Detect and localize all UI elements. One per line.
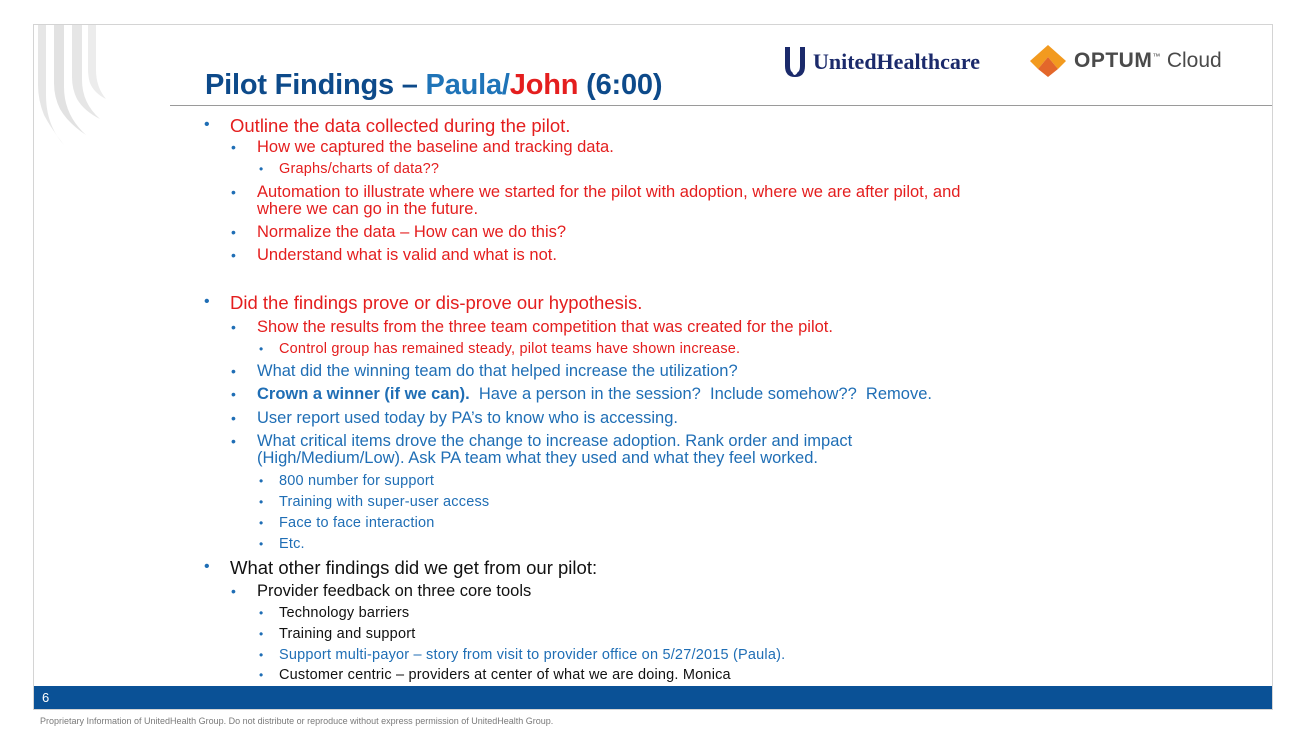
bullet-technology-barriers: • Technology barriers	[259, 605, 410, 621]
bullet-dot: •	[231, 433, 236, 449]
bullet-dot: •	[231, 247, 236, 263]
bullet-dot: •	[259, 342, 264, 356]
bullet-dot: •	[204, 116, 210, 133]
optum-mark-icon	[1028, 43, 1068, 79]
uhc-u-icon	[784, 46, 806, 78]
bullet-dot: •	[204, 558, 210, 575]
bullet-dot: •	[259, 495, 264, 509]
page-number: 6	[42, 690, 50, 705]
optum-cloud-text: Cloud	[1166, 49, 1222, 72]
bullet-other-findings: • What other findings did we get from our pilot:	[204, 557, 598, 578]
uhg-swoosh-graphic	[34, 25, 114, 175]
bullet-understand-valid: • Understand what is valid and what is not.	[231, 246, 557, 264]
bullet-captured-baseline: • How we captured the baseline and tracking data.	[231, 138, 614, 156]
bullet-dot: •	[231, 139, 236, 155]
bullet-winning-team: • What did the winning team do that helped increase the utilization?	[231, 362, 738, 380]
bullet-dot: •	[231, 319, 236, 335]
bullet-normalize: • Normalize the data – How can we do this?	[231, 223, 567, 241]
bullet-etc: • Etc.	[259, 536, 305, 552]
bullet-dot: •	[231, 583, 236, 599]
bullet-dot: •	[259, 606, 264, 620]
unitedhealthcare-logo	[784, 45, 980, 79]
bullet-dot: •	[259, 668, 264, 682]
uhc-logo-text: UnitedHealthcare	[813, 49, 981, 74]
bullet-training-super-user: • Training with super-user access	[259, 494, 490, 510]
optum-logo-text: OPTUM™	[1074, 49, 1161, 72]
bullet-dot: •	[231, 410, 236, 426]
bullet-provider-feedback: • Provider feedback on three core tools	[231, 582, 532, 600]
bullet-user-report: • User report used today by PA’s to know who is accessing.	[231, 409, 678, 427]
bullet-dot: •	[259, 537, 264, 551]
bullet-automation: • Automation to illustrate where we started for the pilot with adoption, where we are after pilot, and where we can go in the future.	[231, 183, 961, 219]
bullet-face-to-face: • Face to face interaction	[259, 515, 435, 531]
bullet-dot: •	[231, 224, 236, 240]
bullet-critical-items: • What critical items drove the change to increase adoption. Rank order and impact (High/Medium/Low). Ask PA team what they used and what they feel worked.	[231, 432, 853, 468]
bullet-dot: •	[231, 363, 236, 379]
bullet-dot: •	[204, 293, 210, 310]
slide-title: Pilot Findings – Paula/John (6:00)	[205, 69, 663, 101]
bullet-dot: •	[231, 184, 236, 200]
bullet-dot: •	[259, 627, 264, 641]
bullet-dot: •	[231, 386, 236, 402]
footer-bar	[34, 686, 1273, 710]
bullet-crown-winner: • Crown a winner (if we can). Have a person in the session? Include somehow?? Remove.	[231, 385, 932, 403]
bullet-dot: •	[259, 648, 264, 662]
bullet-training-support: • Training and support	[259, 626, 416, 642]
bullet-customer-centric: • Customer centric – providers at center of what we are doing. Monica	[259, 667, 731, 683]
bullet-findings-hypothesis: • Did the findings prove or dis-prove our hypothesis.	[204, 292, 643, 313]
bullet-three-team-results: • Show the results from the three team competition that was created for the pilot.	[231, 318, 833, 336]
bullet-dot: •	[259, 474, 264, 488]
bullet-outline-data: • Outline the data collected during the pilot.	[204, 115, 571, 136]
optum-cloud-logo	[1028, 41, 1222, 81]
title-divider	[170, 105, 1273, 106]
bullet-dot: •	[259, 516, 264, 530]
bullet-800-number: • 800 number for support	[259, 473, 435, 489]
slide	[33, 24, 1273, 710]
bullet-graphs-charts: • Graphs/charts of data??	[259, 161, 440, 177]
confidentiality-notice: Proprietary Information of UnitedHealth Group. Do not distribute or reproduce without express permission of UnitedHealth Group.	[40, 716, 554, 726]
bullet-control-group: • Control group has remained steady, pilot teams have shown increase.	[259, 341, 741, 357]
bullet-multi-payor: • Support multi-payor – story from visit to provider office on 5/27/2015 (Paula).	[259, 647, 786, 663]
bullet-dot: •	[259, 162, 264, 176]
